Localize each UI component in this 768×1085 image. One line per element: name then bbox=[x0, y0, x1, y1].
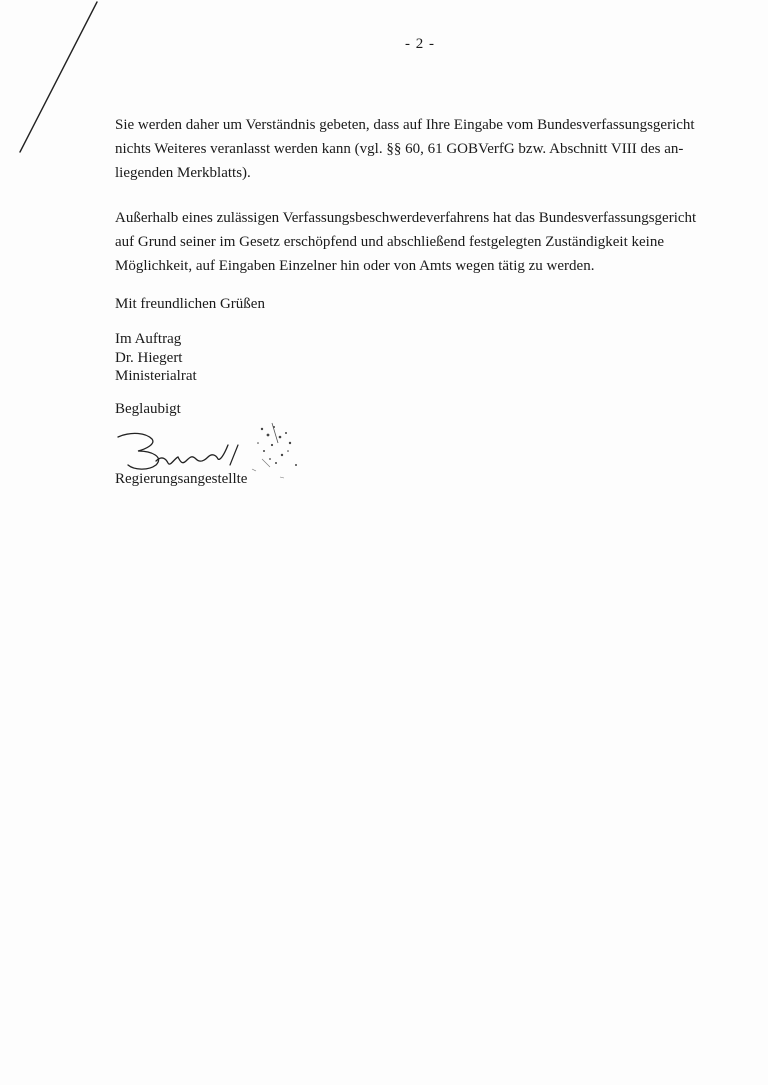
paragraph-line: Außerhalb eines zulässigen Verfassungsbeschwerdeverfahrens hat das Bundesverfassungsgericht bbox=[115, 210, 697, 226]
margin-pen-stroke bbox=[0, 0, 120, 170]
signatory-block bbox=[115, 330, 197, 386]
paragraph-line: nichts Weiteres veranlasst werden kann (vgl. §§ 60, 61 GOBVerfG bzw. Abschnitt VIII des an- bbox=[115, 141, 684, 157]
closing-salutation: Mit freundlichen Grüßen bbox=[115, 296, 265, 312]
paragraph-1 bbox=[115, 113, 715, 185]
paragraph-line: auf Grund seiner im Gesetz erschöpfend und abschließend festgelegten Zuständigkeit keine bbox=[115, 234, 664, 250]
paragraph-line: Möglichkeit, auf Eingaben Einzelner hin oder von Amts wegen tätig zu werden. bbox=[115, 258, 595, 274]
certifying-officer-role: Regierungsangestellte bbox=[115, 471, 248, 487]
paragraph-line: liegenden Merkblatts). bbox=[115, 165, 251, 181]
signatory-on-behalf: Im Auftrag bbox=[115, 331, 182, 347]
paragraph-2 bbox=[115, 206, 715, 278]
signatory-title: Ministerialrat bbox=[115, 368, 197, 384]
paragraph-line: Sie werden daher um Verständnis gebeten, dass auf Ihre Eingabe vom Bundesverfassungsgericht bbox=[115, 117, 695, 133]
certification-label: Beglaubigt bbox=[115, 401, 181, 417]
signatory-name: Dr. Hiegert bbox=[115, 349, 183, 366]
page-number: - 2 - bbox=[405, 36, 435, 52]
